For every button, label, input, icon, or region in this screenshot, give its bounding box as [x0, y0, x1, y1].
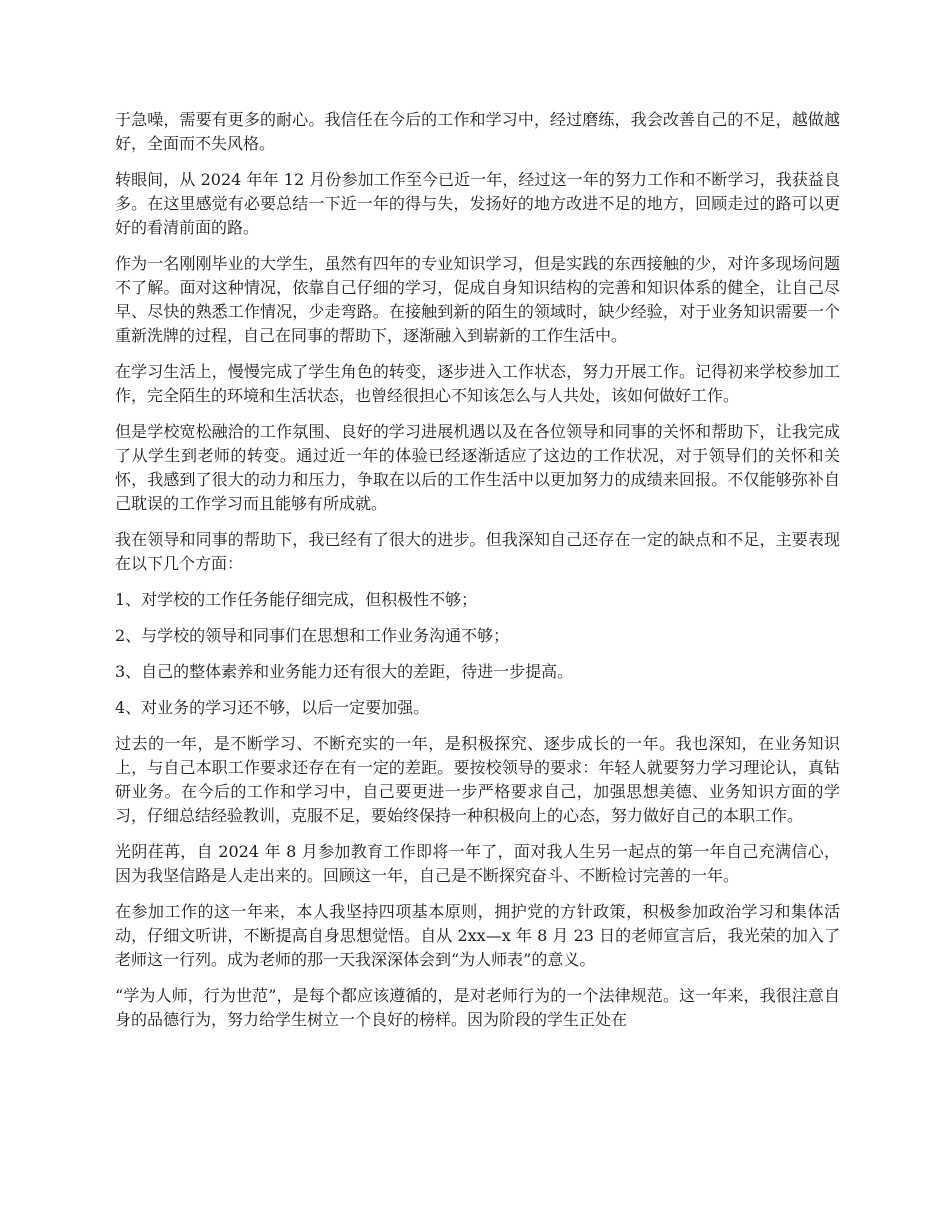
paragraph-8: 光阴荏苒，自 2024 年 8 月参加教育工作即将一年了，面对我人生另一起点的第一年自己充满信心，因为我坚信路是人走出来的。回顾这一年，自己是不断探究奋斗、不断检讨完善的一年。 — [115, 842, 840, 885]
paragraph-5: 但是学校宽松融洽的工作氛围、良好的学习进展机遇以及在各位领导和同事的关怀和帮助下，让我完成了从学生到老师的转变。通过近一年的体验已经逐渐适应了这边的工作状况，对于领导们的关怀和关怀，我感到了很大的动力和压力，争取在以后的工作生活中以更加努力的成绩来回报。不仅能够弥补自己耽误的工作学习而且能够有所成就。 — [115, 422, 840, 513]
paragraph-4: 在学习生活上，慢慢完成了学生角色的转变，逐步进入工作状态，努力开展工作。记得初来学校参加工作，完全陌生的环境和生活状态，也曾经很担心不知该怎么与人共处，该如何做好工作。 — [115, 362, 840, 405]
paragraph-7: 过去的一年，是不断学习、不断充实的一年，是积极探究、逐步成长的一年。我也深知，在业务知识上，与自己本职工作要求还存在有一定的差距。要按校领导的要求：年轻人就要努力学习理论认，真钻研业务。在今后的工作和学习中，自己要更进一步严格要求自己，加强思想美德、业务知识方面的学习，仔细总结经验教训，克服不足，要始终保持一种积极向上的心态，努力做好自己的本职工作。 — [115, 734, 840, 825]
document-page — [115, 108, 840, 1044]
paragraph-9: 在参加工作的这一年来，本人我坚持四项基本原则，拥护党的方针政策，积极参加政治学习和集体活动，仔细文听讲，不断提高自身思想觉悟。自从 2xx—x 年 8 月 23 日的老师宣言后，我光荣的加入了老师这一行列。成为老师的那一天我深深体会到“为人师表”的意义。 — [115, 902, 840, 969]
paragraph-3: 作为一名刚刚毕业的大学生，虽然有四年的专业知识学习，但是实践的东西接触的少，对许多现场问题不了解。面对这种情况，依靠自己仔细的学习，促成自身知识结构的完善和知识体系的健全，让自己尽早、尽快的熟悉工作情况，少走弯路。在接触到新的陌生的领域时，缺少经验，对于业务知识需要一个重新洗牌的过程，自己在同事的帮助下，逐渐融入到崭新的工作生活中。 — [115, 254, 840, 345]
list-item-2: 2、与学校的领导和同事们在思想和工作业务沟通不够； — [115, 626, 510, 645]
paragraph-6: 我在领导和同事的帮助下，我已经有了很大的进步。但我深知自己还存在一定的缺点和不足，主要表现在以下几个方面： — [115, 530, 840, 573]
list-item-1: 1、对学校的工作任务能仔细完成，但积极性不够； — [115, 590, 478, 609]
paragraph-2: 转眼间，从 2024 年年 12 月份参加工作至今已近一年，经过这一年的努力工作和不断学习，我获益良多。在这里感觉有必要总结一下近一年的得与失，发扬好的地方改进不足的地方，回顾走过的路可以更好的看清前面的路。 — [115, 170, 840, 237]
paragraph-1: 于急噪，需要有更多的耐心。我信任在今后的工作和学习中，经过磨练，我会改善自己的不足，越做越好，全面而不失风格。 — [115, 110, 840, 153]
list-item-4: 4、对业务的学习还不够，以后一定要加强。 — [115, 698, 430, 717]
paragraph-10: “学为人师，行为世范”，是每个都应该遵循的，是对老师行为的一个法律规范。这一年来，我很注意自身的品德行为，努力给学生树立一个良好的榜样。因为阶段的学生正处在 — [115, 986, 840, 1029]
list-item-3: 3、自己的整体素养和业务能力还有很大的差距，待进一步提高。 — [115, 662, 574, 681]
